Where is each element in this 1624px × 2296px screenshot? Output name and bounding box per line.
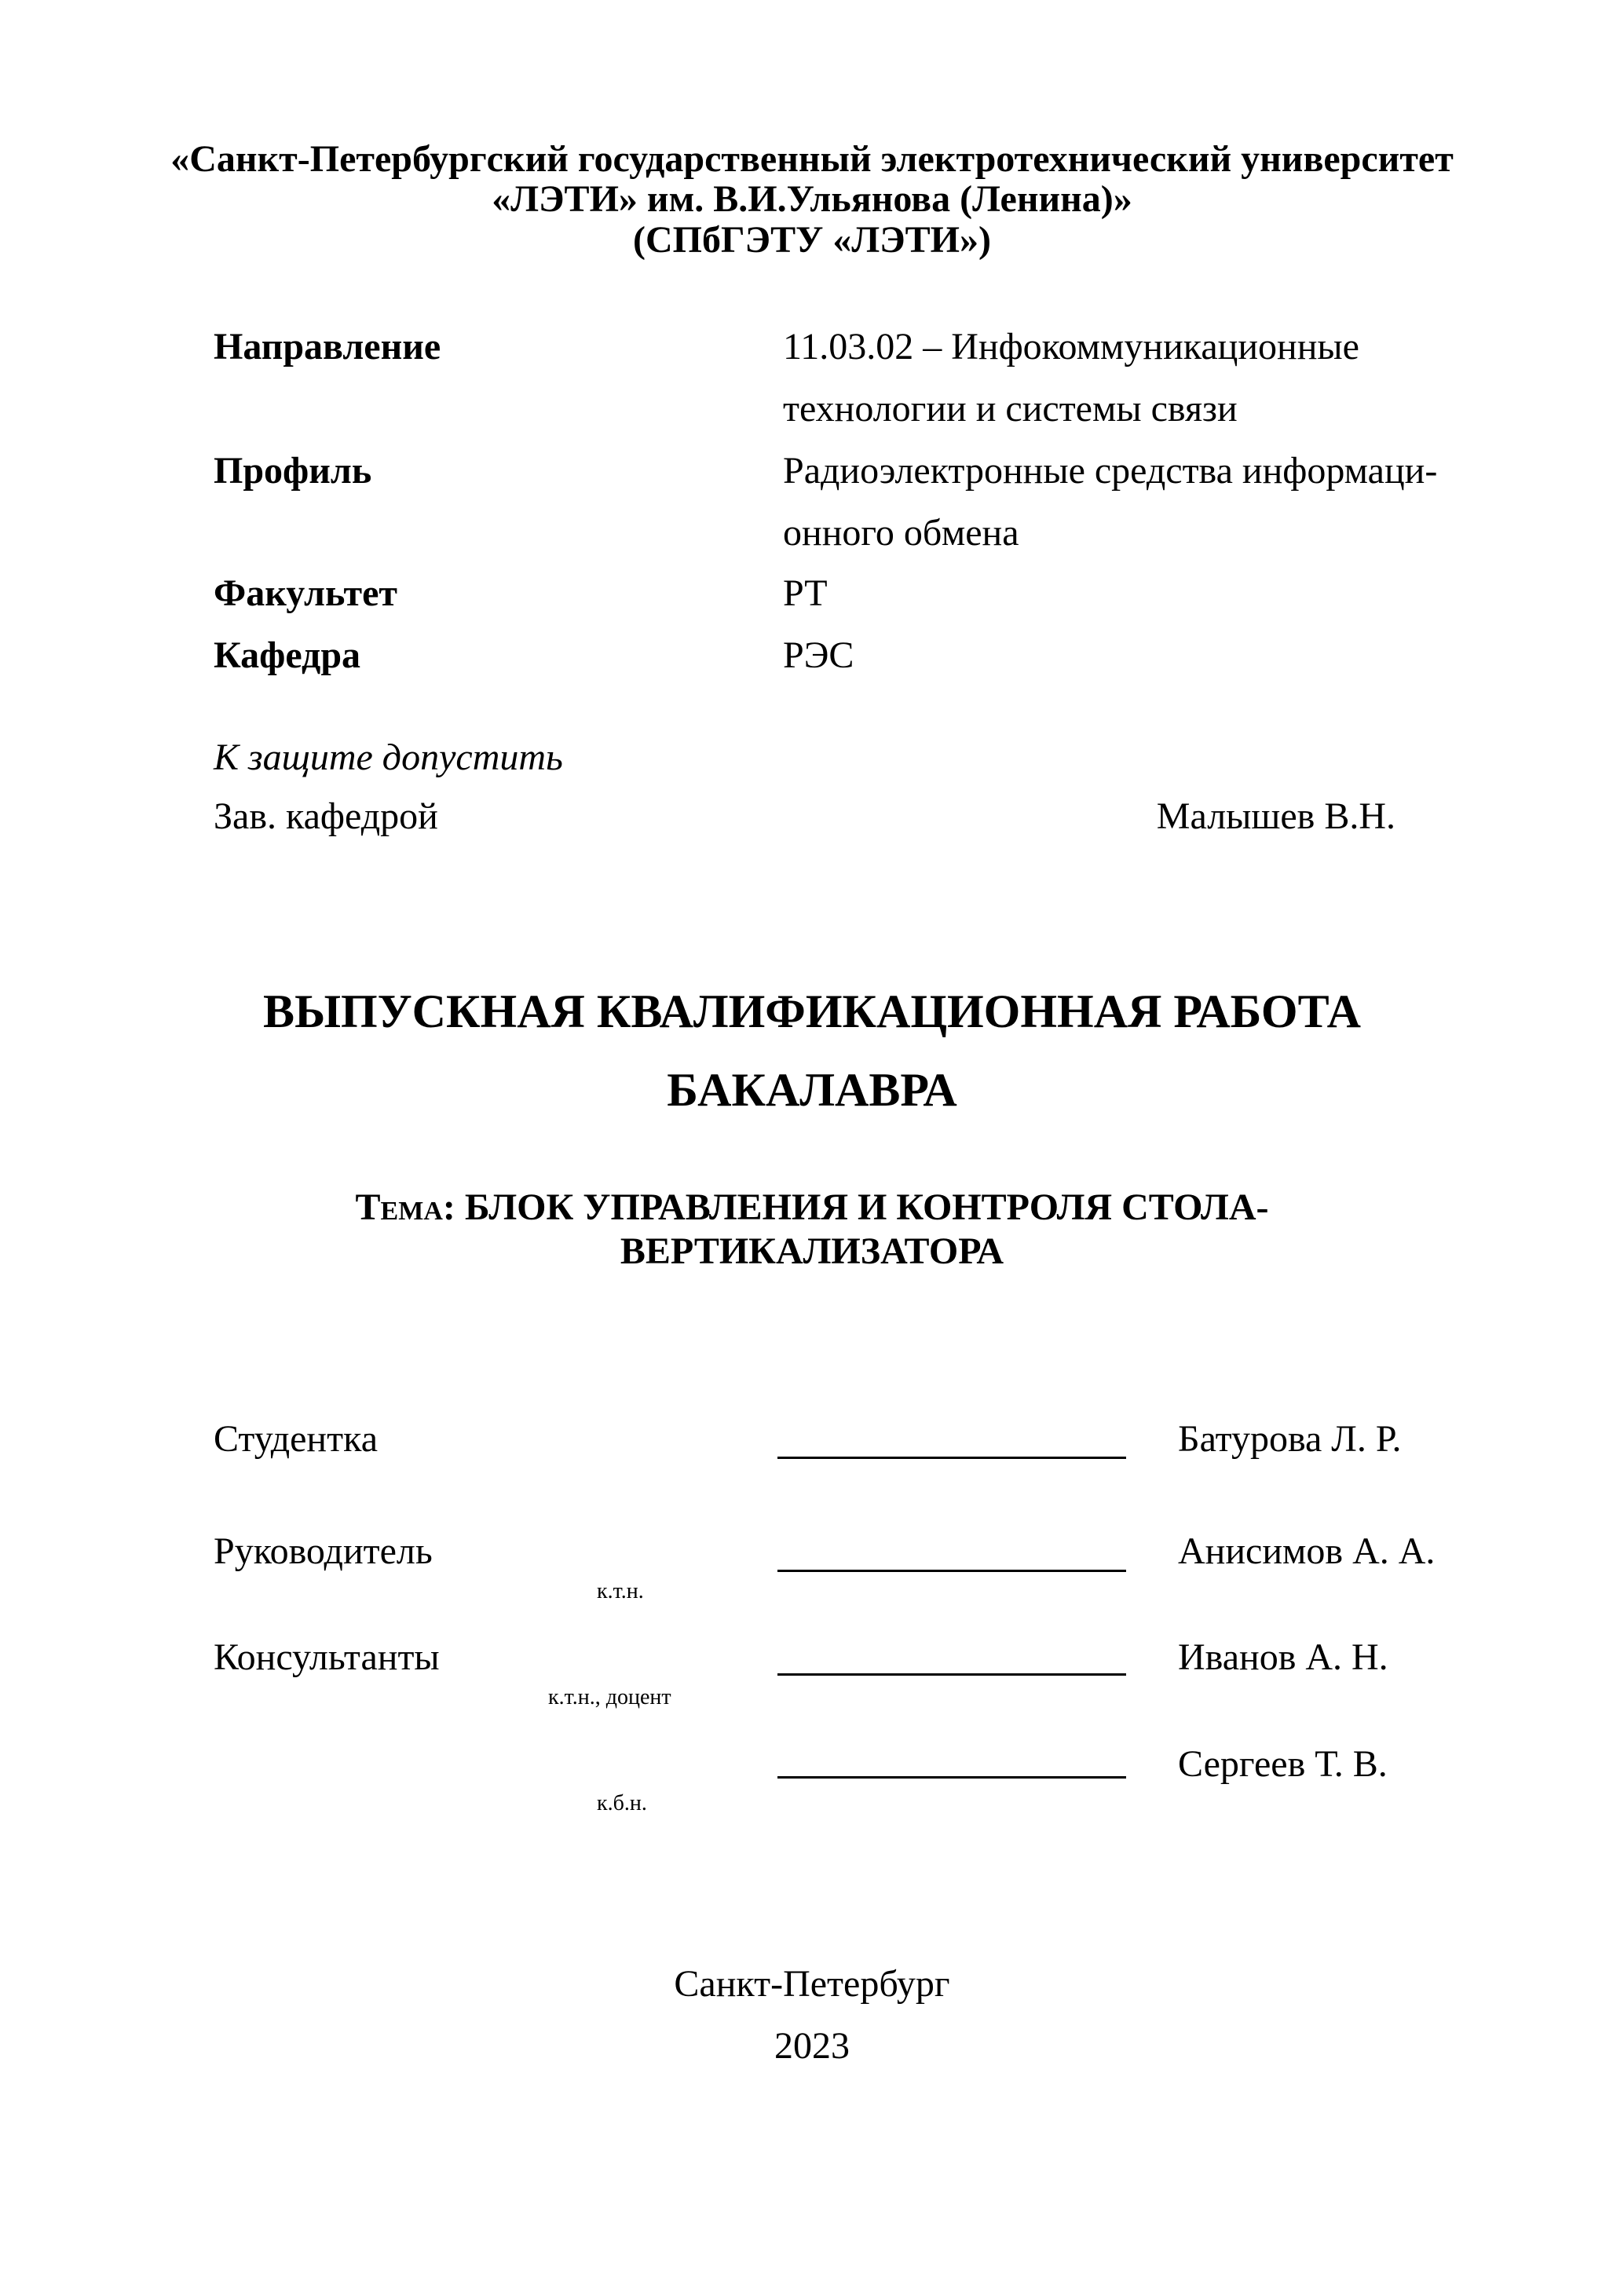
approval-name: Малышев В.Н. xyxy=(1156,795,1395,837)
university-name-line1: «Санкт-Петербургский государственный электротехнический университет xyxy=(170,138,1454,180)
signature-line xyxy=(777,1457,1126,1459)
theme-line1 xyxy=(0,1186,1624,1230)
signature-role: Студентка xyxy=(214,1418,378,1460)
theme-label: Тема xyxy=(355,1186,443,1228)
document-title-line2: БАКАЛАВРА xyxy=(667,1064,957,1116)
signature-line xyxy=(777,1570,1126,1572)
profile-value-line1: Радиоэлектронные средства информаци- xyxy=(783,450,1438,492)
profile-label: Профиль xyxy=(214,450,372,492)
signature-role: Консультанты xyxy=(214,1636,440,1678)
signature-line xyxy=(777,1776,1126,1779)
faculty-value: РТ xyxy=(783,572,828,614)
signature-name: Батурова Л. Р. xyxy=(1178,1418,1402,1460)
footer-city: Санкт-Петербург xyxy=(674,1963,950,2005)
direction-label: Направление xyxy=(214,326,441,367)
footer-year: 2023 xyxy=(774,2025,850,2067)
faculty-label: Факультет xyxy=(214,572,397,614)
profile-value-line2: онного обмена xyxy=(783,512,1019,554)
approval-role: Зав. кафедрой xyxy=(214,795,438,837)
direction-value-line1: 11.03.02 – Инфокоммуникационные xyxy=(783,326,1359,367)
signature-degree: к.б.н. xyxy=(597,1791,647,1815)
signature-name: Сергеев Т. В. xyxy=(1178,1743,1388,1785)
university-abbr: (СПбГЭТУ «ЛЭТИ») xyxy=(633,219,991,261)
university-name-line2: «ЛЭТИ» им. В.И.Ульянова (Ленина)» xyxy=(492,178,1132,220)
direction-value-line2: технологии и системы связи xyxy=(783,388,1238,430)
theme-line2: ВЕРТИКАЛИЗАТОРА xyxy=(620,1230,1004,1272)
signature-degree: к.т.н. xyxy=(597,1579,644,1603)
signature-role: Руководитель xyxy=(214,1530,433,1572)
signature-line xyxy=(777,1673,1126,1676)
approval-note: К защите допустить xyxy=(214,737,563,778)
signature-name: Иванов А. Н. xyxy=(1178,1636,1388,1678)
department-value: РЭС xyxy=(783,634,854,676)
theme-text: : БЛОК УПРАВЛЕНИЯ И КОНТРОЛЯ СТОЛА- xyxy=(442,1186,1269,1228)
document-title-line1: ВЫПУСКНАЯ КВАЛИФИКАЦИОННАЯ РАБОТА xyxy=(263,985,1361,1037)
signature-degree: к.т.н., доцент xyxy=(548,1685,671,1709)
signature-name: Анисимов А. А. xyxy=(1178,1530,1436,1572)
department-label: Кафедра xyxy=(214,634,361,676)
